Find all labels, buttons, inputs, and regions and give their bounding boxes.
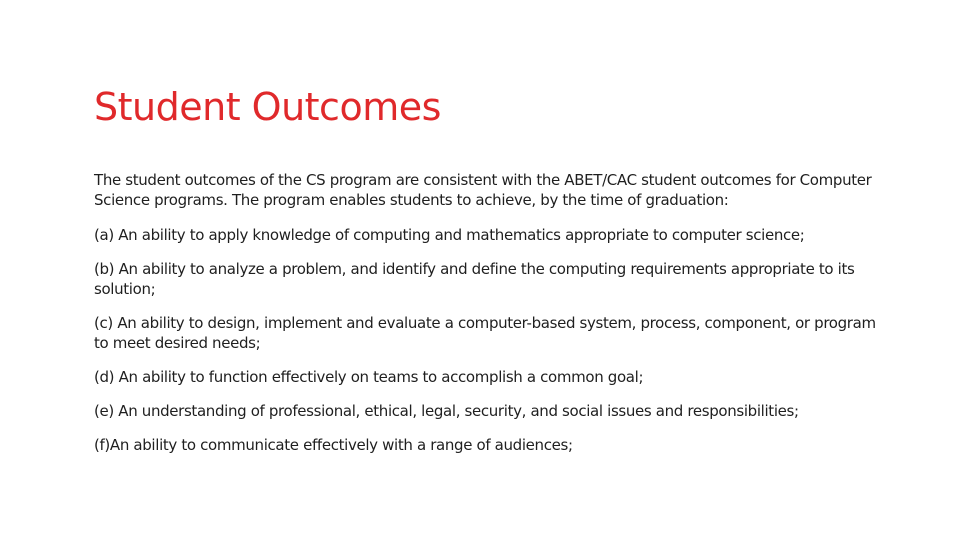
outcome-b: (b) An ability to analyze a problem, and identify and define the computing requirements appropriate to its solution; (94, 260, 855, 298)
intro-paragraph: The student outcomes of the CS program are consistent with the ABET/CAC student outcomes for Computer Science programs. The program enables students to achieve, by the time of graduation: (94, 171, 872, 209)
outcome-a: (a) An ability to apply knowledge of computing and mathematics appropriate to computer science; (94, 226, 805, 244)
outcome-c: (c) An ability to design, implement and evaluate a computer-based system, process, component, or program to meet desired needs; (94, 314, 876, 352)
slide-title: Student Outcomes (94, 85, 441, 129)
outcome-e: (e) An understanding of professional, ethical, legal, security, and social issues and responsibilities; (94, 402, 799, 420)
slide-body (94, 170, 884, 469)
outcome-f: (f)An ability to communicate effectively with a range of audiences; (94, 436, 573, 454)
outcome-d: (d) An ability to function effectively on teams to accomplish a common goal; (94, 368, 644, 386)
